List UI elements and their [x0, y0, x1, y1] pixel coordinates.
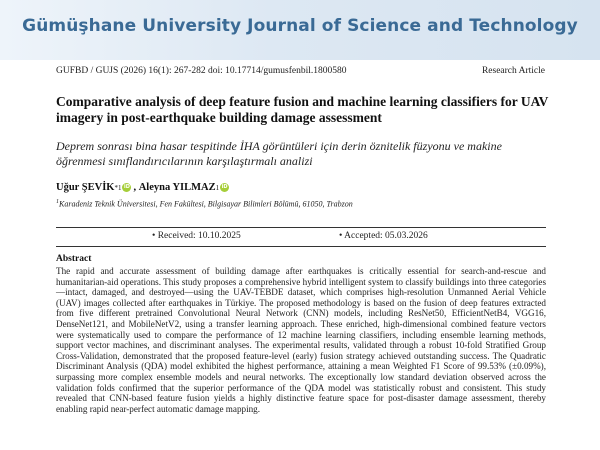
author-affiliation-mark: *1 [114, 183, 122, 192]
author-name: Uğur ŞEVİK [56, 182, 115, 193]
turkish-title: Deprem sonrası bina hasar tespitinde İHA görüntüleri için derin öznitelik füzyonu ve makine öğrenmesi sınıflandırıcılarının karşılaştırmalı analizi [56, 139, 502, 168]
article-title: Comparative analysis of deep feature fusion and machine learning classifiers for UAV imagery in post-earthquake building damage assessment [56, 94, 549, 125]
abstract-body: The rapid and accurate assessment of building damage after earthquakes is critically essential for search-and-rescue and humanitarian-aid operations. This study proposes a comprehensive hybrid intelligent system to classify buildings into three categories—intact, damaged, and destroyed—using the UAV-TEBDE dataset, which comprises high-resolution Unmanned Aerial Vehicle (UAV) images collected after earthquakes in Türkiye. The proposed methodology is based on the fusion of deep features extracted from five different pretrained Convolutional Neural Network (CNN) models, including ResNet50, EfficientNetB4, VGG16, DenseNet121, and MobileNetV2, using a transfer learning approach. These enriched, high-dimensional combined feature vectors were systematically used to compare the performance of 12 machine learning classifiers, including ensemble learning methods, support vector machines, and discriminant analyses. The experimental results, validated through a robust 10-fold Stratified Group Cross-Validation, demonstrated that the proposed feature-level (early) fusion strategy achieved outstanding success. The Quadratic Discriminant Analysis (QDA) model exhibited the highest performance, attaining a mean Weighted F1 Score of 99.53% (±0.09%), surpassing more complex ensemble models and neural networks. The exceptionally low standard deviation observed across the validation folds confirmed that the superior performance of the QDA model was statistically robust and consistent. This study revealed that CNN-based feature fusion yields a highly distinctive feature space for post-disaster damage assessment, thereby enabling rapid near-perfect automatic damage mapping. [56, 266, 546, 414]
orcid-icon[interactable]: iD [221, 184, 228, 190]
citation-line: GUFBD / GUJS (2026) 16(1): 267-282 doi: 10.17714/gumusfenbil.1800580 [56, 66, 347, 76]
journal-banner [0, 0, 600, 60]
affiliation-text: Karadeniz Teknik Üniversitesi, Fen Fakültesi, Bilgisayar Bilimleri Bölümü, 61050, Trabzon [59, 199, 353, 209]
article-type: Research Article [481, 66, 545, 76]
received-date: • Received: 10.10.2025 [152, 231, 241, 241]
author-affiliation-mark: 1 [215, 183, 220, 192]
journal-name: Gümüşhane University Journal of Science and Technology [22, 16, 578, 36]
affiliation [56, 199, 353, 209]
abstract-heading: Abstract [56, 254, 92, 264]
orcid-icon[interactable]: iD [124, 184, 130, 190]
author-name: Aleyna YILMAZ [138, 182, 216, 193]
accepted-date: • Accepted: 05.03.2026 [339, 231, 428, 241]
author-separator: , [133, 182, 139, 193]
dates-bar [56, 227, 546, 247]
author-list [56, 182, 231, 193]
affiliation-mark: 1 [56, 199, 59, 205]
